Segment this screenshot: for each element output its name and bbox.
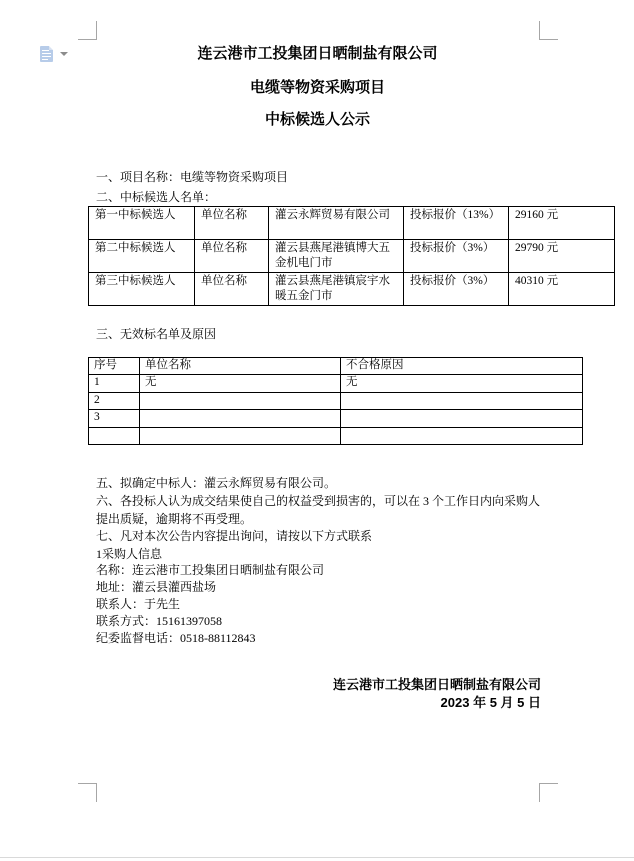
candidate-rank: 第一中标候选人	[89, 207, 195, 240]
buyer-name: 名称：连云港市工投集团日晒制盐有限公司	[96, 563, 325, 577]
table-row	[89, 375, 583, 392]
section-objection-period: 六、各投标人认为成交结果使自己的权益受到损害的，可以在 3 个工作日内向采购人提出质疑，逾期将不再受理。	[96, 494, 541, 526]
reason-cell	[341, 410, 583, 427]
candidates-table	[88, 206, 615, 306]
section-invalid-bids-heading: 三、无效标名单及原因	[96, 327, 217, 341]
unit-cell	[140, 427, 341, 444]
text-boundary-mark-bottom-left	[78, 783, 97, 802]
footer-date: 2023 年 5 月 5 日	[440, 695, 541, 710]
title-project: 电缆等物资采购项目	[249, 79, 385, 96]
text-boundary-mark-top-left	[78, 21, 97, 40]
bid-price-label: 投标报价（3%）	[404, 240, 509, 273]
col-header-unit: 单位名称	[140, 358, 341, 375]
col-header-reason: 不合格原因	[341, 358, 583, 375]
unit-name-label: 单位名称	[195, 240, 269, 273]
unit-name-label: 单位名称	[195, 207, 269, 240]
seq-cell	[89, 427, 140, 444]
candidate-rank: 第三中标候选人	[89, 273, 195, 306]
company-name: 灌云县燕尾港镇宸宇水暖五金门市	[269, 273, 404, 306]
text-boundary-mark-top-right	[539, 21, 558, 40]
section-winner: 五、拟确定中标人：灌云永辉贸易有限公司。	[96, 476, 337, 490]
unit-cell: 无	[140, 375, 341, 392]
seq-cell: 2	[89, 392, 140, 409]
section-project-name: 一、项目名称：电缆等物资采购项目	[96, 170, 289, 184]
bid-price: 29160 元	[509, 207, 615, 240]
table-row	[89, 392, 583, 409]
reason-cell	[341, 392, 583, 409]
bid-price: 40310 元	[509, 273, 615, 306]
title-company: 连云港市工投集团日晒制盐有限公司	[197, 45, 438, 62]
buyer-info-heading: 1采购人信息	[96, 547, 163, 561]
bid-price-label: 投标报价（13%）	[404, 207, 509, 240]
bid-price: 29790 元	[509, 240, 615, 273]
candidate-rank: 第二中标候选人	[89, 240, 195, 273]
table-row	[89, 240, 615, 273]
footer-company: 连云港市工投集团日晒制盐有限公司	[332, 677, 541, 692]
contact-person: 联系人：于先生	[96, 597, 181, 611]
unit-cell	[140, 410, 341, 427]
seq-cell: 3	[89, 410, 140, 427]
seq-cell: 1	[89, 375, 140, 392]
buyer-address: 地址：灌云县灌西盐场	[96, 580, 217, 594]
unit-name-label: 单位名称	[195, 273, 269, 306]
invalid-bids-table	[88, 357, 583, 445]
chevron-down-icon[interactable]	[60, 52, 68, 56]
table-header-row	[89, 358, 583, 375]
paste-options-button[interactable]	[38, 45, 70, 65]
contact-phone: 联系方式：15161397058	[96, 614, 223, 628]
bid-price-label: 投标报价（3%）	[404, 273, 509, 306]
table-row	[89, 410, 583, 427]
table-row	[89, 207, 615, 240]
paste-icon	[40, 46, 53, 62]
company-name: 灌云永辉贸易有限公司	[269, 207, 404, 240]
reason-cell	[341, 427, 583, 444]
section-inquiry: 七、凡对本次公告内容提出询问，请按以下方式联系	[96, 529, 373, 543]
unit-cell	[140, 392, 341, 409]
title-announcement: 中标候选人公示	[264, 111, 370, 128]
col-header-seq: 序号	[89, 358, 140, 375]
text-boundary-mark-bottom-right	[539, 783, 558, 802]
section-candidate-list-heading: 二、中标候选人名单：	[96, 190, 217, 204]
supervision-phone: 纪委监督电话：0518-88112843	[96, 631, 256, 645]
page-bottom-edge	[0, 857, 634, 858]
company-name: 灌云县燕尾港镇博大五金机电门市	[269, 240, 404, 273]
table-row	[89, 273, 615, 306]
table-row	[89, 427, 583, 444]
reason-cell: 无	[341, 375, 583, 392]
